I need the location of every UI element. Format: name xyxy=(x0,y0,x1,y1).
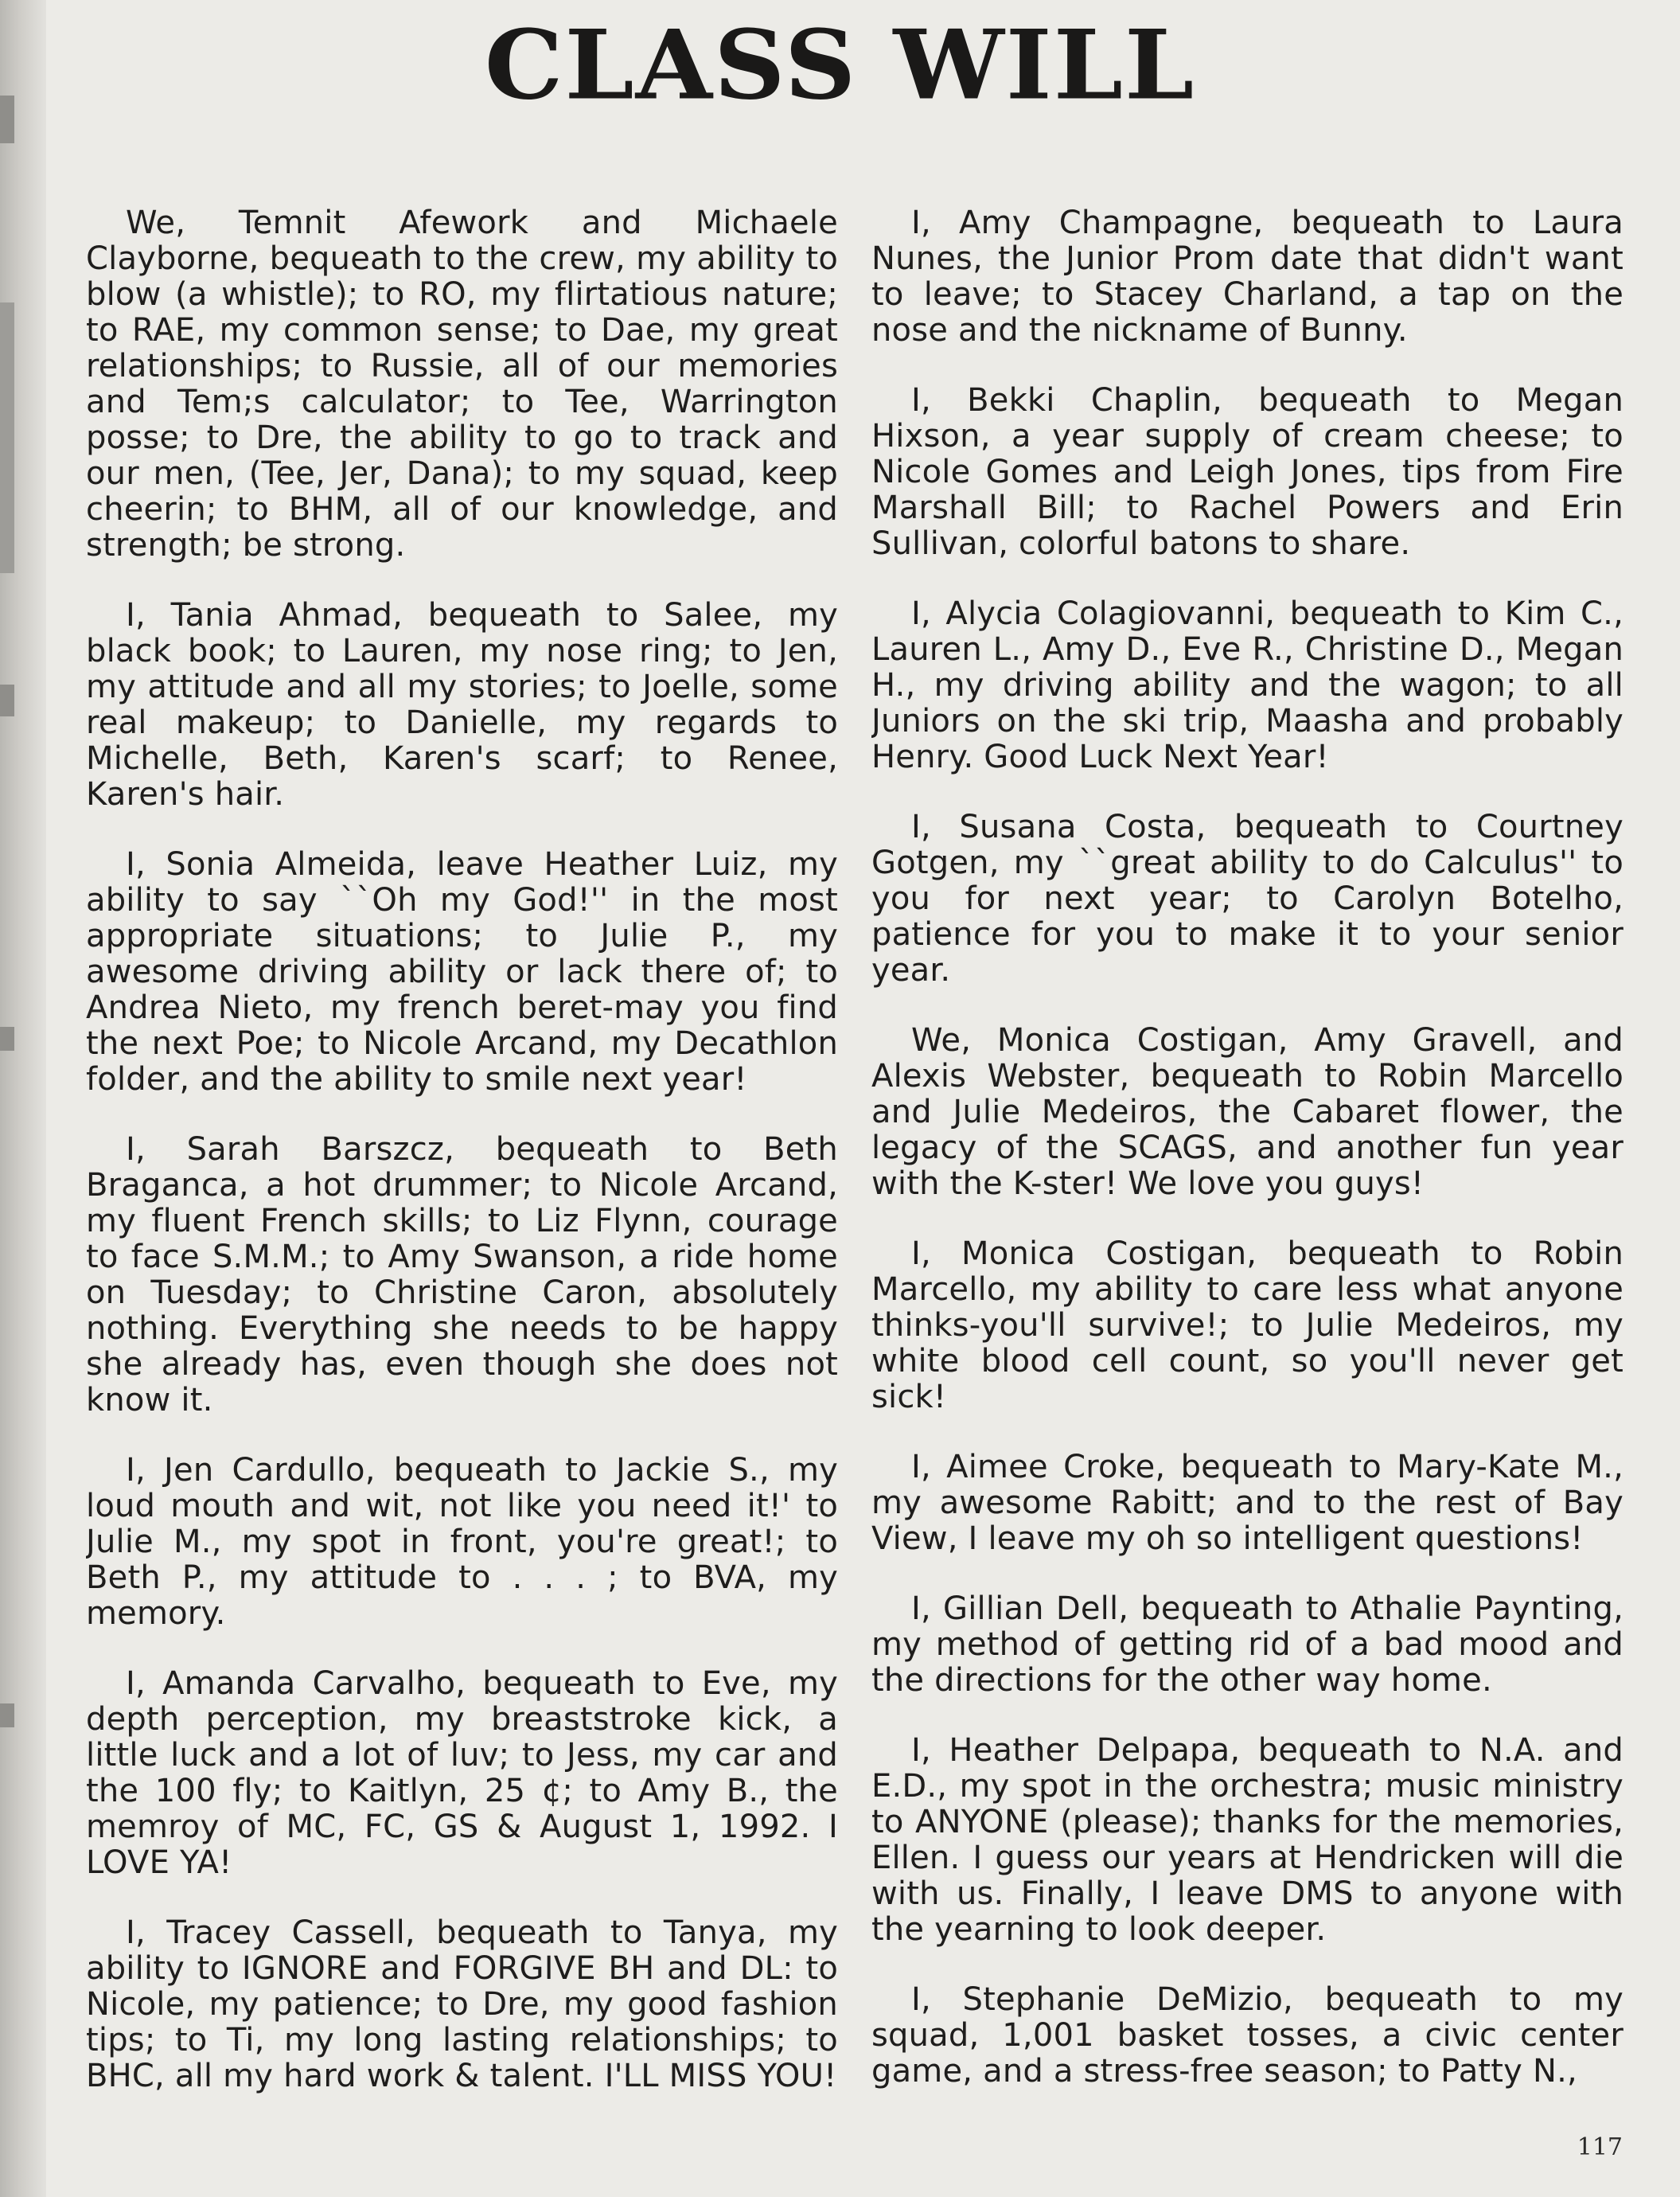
will-entry: I, Tracey Cassell, bequeath to Tanya, my ability to IGNORE and FORGIVE BH and DL: to Nicole, my patience; to Dre, my good fashion tips; to Ti, my long lasting relationships; to BHC, all my hard work & talent. I'LL MISS YOU! xyxy=(86,1914,838,2094)
page-number: 117 xyxy=(1577,2133,1623,2161)
gutter-mark xyxy=(0,685,14,716)
will-entry: I, Aimee Croke, bequeath to Mary-Kate M., my awesome Rabitt; and to the rest of Bay View, I leave my oh so intelligent questions! xyxy=(871,1449,1623,1557)
page-title: CLASS WILL xyxy=(484,10,1196,122)
will-entry: I, Tania Ahmad, bequeath to Salee, my black book; to Lauren, my nose ring; to Jen, my attitude and all my stories; to Joelle, some real makeup; to Danielle, my regards to Michelle, Beth, Karen's scarf; to Renee, Karen's hair. xyxy=(86,597,838,813)
page-gutter xyxy=(0,0,46,2197)
will-entry: I, Susana Costa, bequeath to Courtney Gotgen, my ``great ability to do Calculus'' to you for next year; to Carolyn Botelho, patience for you to make it to your senior year. xyxy=(871,809,1623,989)
will-entry: I, Sonia Almeida, leave Heather Luiz, my ability to say ``Oh my God!'' in the most appropriate situations; to Julie P., my awesome driving ability or lack there of; to Andrea Nieto, my french beret-may you find the next Poe; to Nicole Arcand, my Decathlon folder, and the ability to smile next year! xyxy=(86,846,838,1098)
left-column xyxy=(86,205,838,2140)
will-entry: I, Jen Cardullo, bequeath to Jackie S., my loud mouth and wit, not like you need it!' to Julie M., my spot in front, you're great!; to Beth P., my attitude to . . . ; to BVA, my memory. xyxy=(86,1452,838,1632)
will-entry: We, Monica Costigan, Amy Gravell, and Alexis Webster, bequeath to Robin Marcello and Julie Medeiros, the Cabaret flower, the legacy of the SCAGS, and another fun year with the K-ster! We love you guys! xyxy=(871,1022,1623,1202)
gutter-mark xyxy=(0,1027,14,1051)
will-entry: I, Amanda Carvalho, bequeath to Eve, my depth perception, my breaststroke kick, a little luck and a lot of luv; to Jess, my car and the 100 fly; to Kaitlyn, 25 ¢; to Amy B., the memroy of MC, FC, GS & August 1, 1992. I LOVE YA! xyxy=(86,1665,838,1881)
will-entry: I, Amy Champagne, bequeath to Laura Nunes, the Junior Prom date that didn't want to leave; to Stacey Charland, a tap on the nose and the nickname of Bunny. xyxy=(871,205,1623,349)
gutter-mark xyxy=(0,1703,14,1727)
will-entry: I, Gillian Dell, bequeath to Athalie Paynting, my method of getting rid of a bad mood and the directions for the other way home. xyxy=(871,1590,1623,1699)
will-entry: I, Sarah Barszcz, bequeath to Beth Braganca, a hot drummer; to Nicole Arcand, my fluent French skills; to Liz Flynn, courage to face S.M.M.; to Amy Swanson, a ride home on Tuesday; to Christine Caron, absolutely nothing. Everything she needs to be happy she already has, even though she does not know it. xyxy=(86,1131,838,1418)
will-entry: I, Stephanie DeMizio, bequeath to my squad, 1,001 basket tosses, a civic center game, and a stress-free season; to Patty N., xyxy=(871,1981,1623,2090)
will-entry: We, Temnit Afework and Michaele Clayborne, bequeath to the crew, my ability to blow (a whistle); to RO, my flirtatious nature; to RAE, my common sense; to Dae, my great relationships; to Russie, all of our memories and Tem;s calculator; to Tee, Warrington posse; to Dre, the ability to go to track and our men, (Tee, Jer, Dana); to my squad, keep cheerin; to BHM, all of our knowledge, and strength; be strong. xyxy=(86,205,838,564)
will-entry: I, Heather Delpapa, bequeath to N.A. and E.D., my spot in the orchestra; music ministry to ANYONE (please); thanks for the memories, Ellen. I guess our years at Hendricken will die with us. Finally, I leave DMS to anyone with the yearning to look deeper. xyxy=(871,1732,1623,1948)
will-entry: I, Bekki Chaplin, bequeath to Megan Hixson, a year supply of cream cheese; to Nicole Gomes and Leigh Jones, tips from Fire Marshall Bill; to Rachel Powers and Erin Sullivan, colorful batons to share. xyxy=(871,382,1623,562)
will-entry: I, Alycia Colagiovanni, bequeath to Kim C., Lauren L., Amy D., Eve R., Christine D., Megan H., my driving ability and the wagon; to all Juniors on the ski trip, Maasha and probably Henry. Good Luck Next Year! xyxy=(871,595,1623,775)
right-column xyxy=(871,205,1623,2140)
will-entry: I, Monica Costigan, bequeath to Robin Marcello, my ability to care less what anyone thinks-you'll survive!; to Julie Medeiros, my white blood cell count, so you'll never get sick! xyxy=(871,1235,1623,1415)
gutter-mark xyxy=(0,302,14,573)
